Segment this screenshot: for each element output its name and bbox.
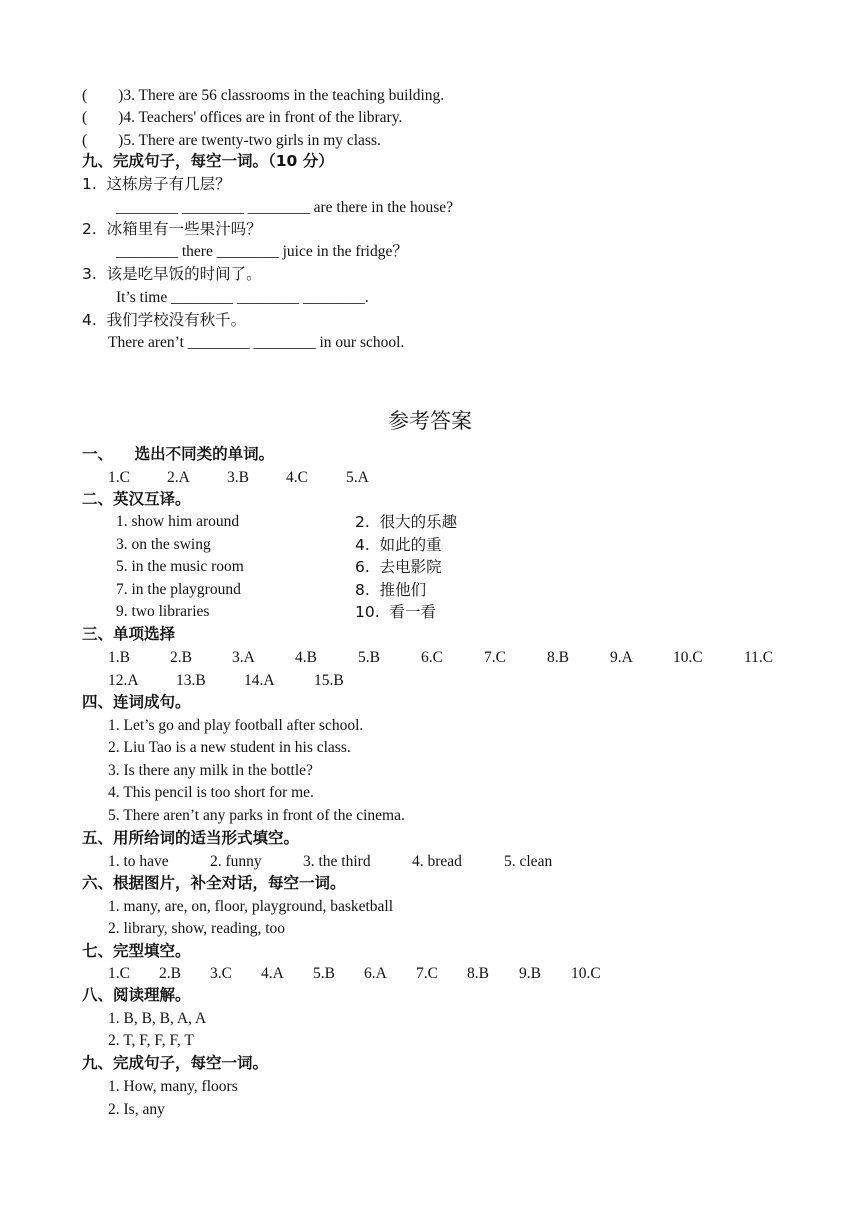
answer-item: 8.B	[547, 649, 569, 666]
reading-answer: 2. T, F, F, F, T	[108, 1032, 194, 1049]
true-false-item-3: ( )3. There are 56 classrooms in the teaching building.	[82, 87, 445, 104]
translation-answer: 6. 去电影院	[355, 558, 442, 576]
answers-part-8-heading: 八、阅读理解。	[82, 986, 191, 1004]
translation-answer: 4. 如此的重	[355, 536, 442, 554]
answer-item: 13.B	[176, 672, 206, 689]
answer-item: 3.A	[232, 649, 255, 666]
sentence-4-chinese: 4. 我们学校没有秋千。	[82, 311, 247, 329]
answer-item: 1.B	[108, 649, 130, 666]
translation-answer: 5. in the music room	[116, 558, 244, 575]
answer-item: 1.C	[108, 965, 130, 982]
answers-part-5-row	[108, 852, 552, 872]
answer-item: 2. funny	[210, 853, 262, 870]
sentence-3-chinese: 3. 该是吃早饭的时间了。	[82, 265, 262, 283]
answers-part-3-heading: 三、单项选择	[82, 625, 176, 643]
answer-item: 4.A	[261, 965, 284, 982]
true-false-item-4: ( )4. Teachers' offices are in front of the library.	[82, 109, 403, 126]
answers-part-1-heading: 一、 选出不同类的单词。	[82, 445, 275, 463]
answers-part-3-row-1	[108, 648, 773, 668]
section-9-heading: 九、完成句子，每空一词。（10 分）	[82, 152, 334, 170]
answers-part-3-row-2	[108, 671, 344, 691]
sentence-3-english: It’s time ________ ________ ________.	[116, 289, 369, 306]
answer-item: 10.C	[673, 649, 703, 666]
answer-key-title: 参考答案	[388, 409, 472, 433]
answer-item: 3. the third	[303, 853, 371, 870]
answers-part-5-heading: 五、用所给词的适当形式填空。	[82, 829, 300, 847]
answer-item: 5.A	[346, 469, 369, 486]
answer-item: 3.C	[210, 965, 232, 982]
complete-sentence-answer: 1. How, many, floors	[108, 1078, 238, 1095]
answer-item: 7.C	[484, 649, 506, 666]
translation-answer: 8. 推他们	[355, 581, 427, 599]
answer-item: 7.C	[416, 965, 438, 982]
answers-part-7-heading: 七、完型填空。	[82, 942, 191, 960]
answer-item: 2.B	[159, 965, 181, 982]
answers-part-4-heading: 四、连词成句。	[82, 693, 191, 711]
dialogue-answer: 1. many, are, on, floor, playground, basketball	[108, 898, 394, 915]
sentence-4-english: There aren’t ________ ________ in our school.	[108, 334, 405, 351]
translation-answer: 9. two libraries	[116, 603, 210, 620]
translation-answer: 1. show him around	[116, 513, 240, 530]
answer-item: 3.B	[227, 469, 249, 486]
answer-item: 2.B	[170, 649, 192, 666]
sentence-answer: 3. Is there any milk in the bottle?	[108, 762, 313, 779]
sentence-1-chinese: 1. 这栋房子有几层？	[82, 175, 231, 193]
answer-item: 5.B	[358, 649, 380, 666]
sentence-answer: 1. Let’s go and play football after school.	[108, 717, 364, 734]
sentence-answer: 5. There aren’t any parks in front of the cinema.	[108, 807, 405, 824]
translation-answer: 3. on the swing	[116, 536, 211, 553]
answer-item: 9.B	[519, 965, 541, 982]
answers-part-6-heading: 六、根据图片，补全对话，每空一词。	[82, 874, 346, 892]
reading-answer: 1. B, B, B, A, A	[108, 1010, 207, 1027]
answer-item: 4. bread	[412, 853, 462, 870]
answer-item: 12.A	[108, 672, 139, 689]
answer-item: 11.C	[744, 649, 774, 666]
answers-part-9-heading: 九、完成句子，每空一词。	[82, 1054, 269, 1072]
answers-part-2-heading: 二、英汉互译。	[82, 490, 191, 508]
complete-sentence-answer: 2. Is, any	[108, 1101, 165, 1118]
answer-item: 4.B	[295, 649, 317, 666]
sentence-answer: 4. This pencil is too short for me.	[108, 784, 314, 801]
answer-item: 2.A	[167, 469, 190, 486]
dialogue-answer: 2. library, show, reading, too	[108, 920, 286, 937]
answer-item: 9.A	[610, 649, 633, 666]
true-false-item-5: ( )5. There are twenty-two girls in my class.	[82, 132, 381, 149]
translation-answer: 2. 很大的乐趣	[355, 513, 458, 531]
answer-item: 4.C	[286, 469, 308, 486]
translation-answer: 7. in the playground	[116, 581, 241, 598]
answer-item: 6.A	[364, 965, 387, 982]
answer-item: 15.B	[314, 672, 344, 689]
sentence-1-english: ________ ________ ________ are there in the house?	[116, 199, 454, 216]
answer-item: 14.A	[244, 672, 275, 689]
answer-item: 5. clean	[504, 853, 553, 870]
answer-item: 8.B	[467, 965, 489, 982]
answer-item: 6.C	[421, 649, 443, 666]
translation-answer: 10. 看一看	[355, 603, 437, 621]
answer-item: 10.C	[571, 965, 601, 982]
answer-item: 5.B	[313, 965, 335, 982]
sentence-2-chinese: 2. 冰箱里有一些果汁吗？	[82, 220, 262, 238]
answers-part-7-row	[108, 964, 601, 984]
sentence-2-english: ________ there ________ juice in the fridge？	[116, 243, 408, 260]
answer-item: 1.C	[108, 469, 130, 486]
sentence-answer: 2. Liu Tao is a new student in his class.	[108, 739, 351, 756]
answers-part-1-row	[108, 468, 369, 488]
answer-item: 1. to have	[108, 853, 169, 870]
